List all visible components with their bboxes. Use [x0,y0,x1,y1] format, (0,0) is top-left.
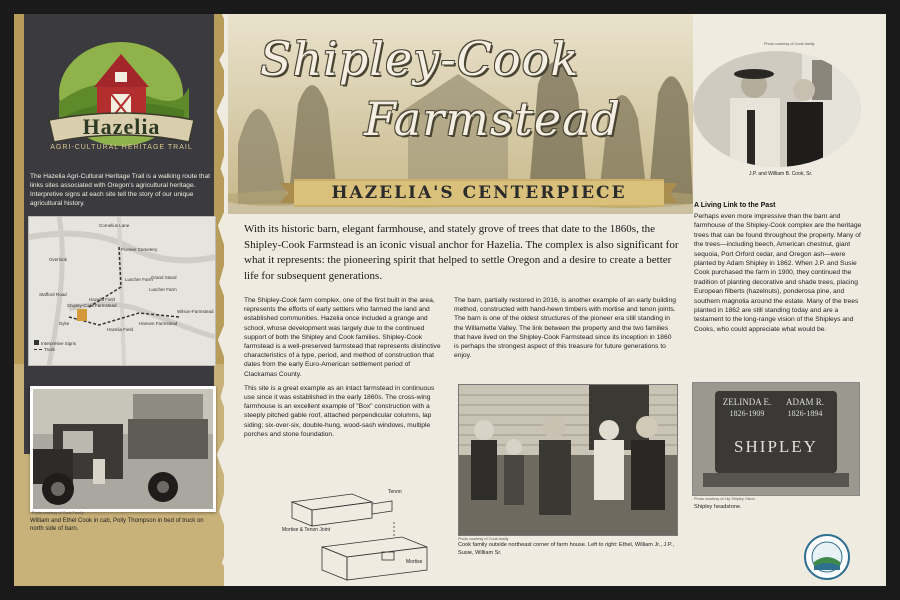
map-label: Dyke [59,321,70,326]
title-line2: Farmstead [364,92,622,146]
column-1 [244,296,444,444]
map-label: Luscher Farm [149,287,177,292]
joint-label: Mortise & Tenon Joint [282,527,330,533]
headstone-years2: 1826-1894 [787,409,823,418]
right-body: Perhaps even more impressive than the barn and farmhouse of the Shipley-Cook complex are the heritage trees that can be found throughout the property. Many of the trees—including beech, American chestnut, giant sequoia, Port Orford cedar, and Oregon ash—were planted by Adam Shipley in 1862. When J.P. and Susie Cook purchased the farm in 1900, they continued the tradition of planting decorative and shade trees, placing European filberts (hazelnuts), ponderosa pine, and southern magnolia around the estate. Many of the trees planted in 1862 are still standing today and are a testament to the long-range vision of the Shipleys and Cooks, who could appreciate what would be. [694,213,862,333]
truck-photo-credit: Photo courtesy of Cook Family [32,511,84,515]
mortise-label: Mortise [406,559,423,565]
map-label: Overlook [49,257,68,262]
map-label: Shipley-Cook Farmstead [67,303,117,308]
family-photo-credit: Photo courtesy of Cook family [458,537,509,541]
logo-subtitle: AGRI-CULTURAL HERITAGE TRAIL [50,144,193,151]
right-heading: A Living Link to the Past [694,202,776,209]
legend-trails: Trails [44,347,55,352]
headstone-years1: 1826-1909 [729,409,765,418]
headstone-caption: Shipley headstone. [694,504,742,510]
tenon-label: Tenon [388,489,402,495]
subtitle: HAZELIA'S CENTERPIECE [331,183,627,203]
sign-panel [14,14,886,586]
cook-portrait-photo [692,50,862,168]
map-label: Hazelia Field [107,327,134,332]
trail-line-icon [34,349,42,350]
headstone-stone [715,391,837,473]
column1-paragraph-2: This site is a great example as an intact farmstead in continuous use since it was established in the early 1860s. The cross-wing farmhouse is an excellent example of "Box" construction with a steeply pitched gable roof, attached perpendicular columns, lap siding; six-over-six, double-hung, wood-sash windows, multiple porches and stone foundation. [244,384,435,438]
truck-photo-caption: William and Ethel Cook in cab, Polly Thompson in bed of truck on north side of barn. [30,518,204,532]
map-label: Pioneer Cemetery [121,247,158,252]
headstone-photo [692,382,860,496]
map-label: Hazelia Field [89,297,116,302]
column-2 [454,296,676,365]
headstone-base [703,473,849,487]
map-label: Cornelius Lane [99,223,130,228]
logo-title: Hazelia [82,114,161,139]
mortise-tenon-diagram [282,482,432,586]
headstone-surname: SHIPLEY [734,437,818,456]
column1-paragraph-1: The Shipley-Cook farm complex, one of the first built in the area, represents the efforts of early settlers who farmed the land and established communities. Hazelia once included a grange and school, whose development was largely due to the continued support of both the Shipley and Cook families. Shipley-Cook farmstead is a well-preserved farmstead that represents distinctive characteristics of a type, period, and method of construction that dates from the early Euro-American settlement period of Clackamas County. [244,297,441,378]
column2-paragraph-1: The barn, partially restored in 2016, is another example of an early building method, constructed with hand-hewn timbers with mortise and tenon joints. The barn is one of the oldest structures of the pioneer era still standing in the Willamette Valley. The link between the property and the two families that have lived on the Shipley-Cook Farmstead since its inception in 1860 is perhaps the strongest aspect of this treasure for future generations to enjoy. [454,297,676,360]
lead-paragraph: With its historic barn, elegant farmhouse, and stately grove of trees that date to the 1860s, the Shipley-Cook Farmstead is an iconic visual anchor for Hazelia. The complex is also significant for what it represents: the pioneering spirit that helped to settle Oregon and a desire to create a better life for subsequent generations. [244,223,679,282]
map-legend [34,340,76,353]
trail-description: The Hazelia Agri-Cultural Heritage Trail is a walking route that links sites associated with Oregon's agricultural heritage. Interpretive signs at each site tell the story of our unique agricultural history. [30,173,210,207]
map-label: Hansen Farmstead [139,321,178,326]
portrait-credit: Photo courtesy of Cook family [764,42,815,46]
map-label: Grand Stand [151,275,177,280]
legend-signs: Interpretive Signs [41,341,77,346]
map-label: Stafford Road [39,292,67,297]
portrait-caption: J.P. and William B. Cook, Sr. [749,171,813,177]
city-seal-logo [804,534,850,580]
sign-marker-icon [34,340,39,345]
headstone-name1: ZELINDA E. [722,397,772,407]
family-photo-caption: Cook family outside northeast corner of farm house. Left to right: Ethel, William Jr., J.P., Susie, William Sr. [458,542,674,556]
map-label: Luscher Farm [125,277,153,282]
title-line1: Shipley-Cook [260,32,580,86]
cook-family-photo [458,384,678,536]
headstone-name2: ADAM R. [785,397,824,407]
hazelia-logo [39,32,204,162]
truck-photo [30,386,216,512]
map-label: Wilson-Farmstead [177,309,214,314]
headstone-credit: Photo courtesy of Lily Shipley Olson [694,497,755,501]
